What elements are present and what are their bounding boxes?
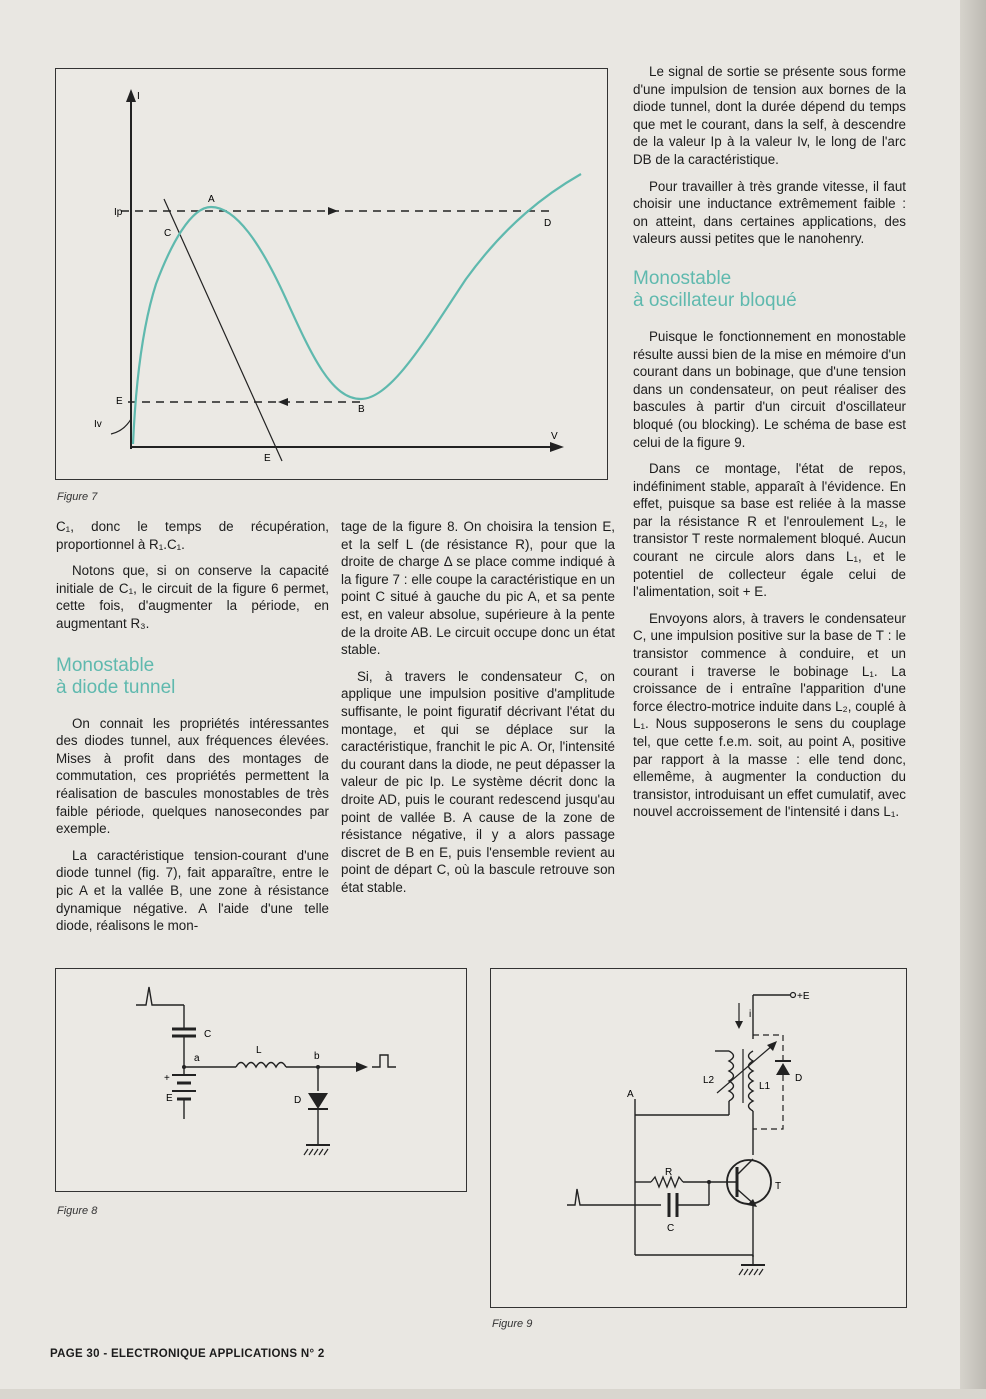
fig8-label-C: C (204, 1029, 212, 1040)
col2-paragraph-2: Si, à travers le condensateur C, on applique une impulsion positive d'amplitude suffisante, le point figuratif décrivant l'état du montage, et qui se déplace sur la caractéristique, franchit le pic A. Or, l'intensité du courant dans la diode, ne peut dépasser la valeur de pic Ip. Le système décrit donc la droite AD, puis le courant redescend jusqu'au point de vallée B. A cause de la zone de résistance négative, il y a alors passage discret de B en E, puis l'ensemble revient au point de départ C, où la bascule retrouve son état stable. (341, 668, 615, 895)
fig8-label-L: L (256, 1045, 262, 1056)
section-heading-tunnel (56, 655, 329, 699)
page-footer: PAGE 30 - ELECTRONIQUE APPLICATIONS N° 2 (50, 1348, 325, 1360)
heading-tunnel-line2: à diode tunnel (56, 676, 176, 698)
fig7-label-Ip: Ip (114, 207, 123, 218)
fig7-label-A: A (208, 194, 215, 205)
fig7-label-B: B (358, 404, 365, 415)
col3-paragraph-5: Envoyons alors, à travers le condensateur C, une impulsion positive sur la base de T : le transistor commence à conduire, et un courant i traverse le bobinage L₁. La croissance de i entraîne l'apparition d'une force électro-motrice induite dans L₂, couplé à L₁. Nous supposerons le sens du couplage tel, que cette f.e.m. soit, au point A, positive par rapport à la masse : elle tend donc, ellemême, à augmenter la conduction du transistor, introduisant un effet cumulatif, avec nouvel accroissement de l'intensité i dans L₁. (633, 610, 906, 820)
fig9-label-D: D (795, 1073, 803, 1084)
fig9-label-C: C (667, 1223, 675, 1234)
column-2 (341, 518, 615, 905)
fig7-label-Iv: Iv (94, 419, 102, 430)
fig9-label-L1: L1 (759, 1081, 771, 1092)
figure-9 (490, 968, 907, 1308)
fig9-label-i: i (749, 1009, 752, 1020)
heading-blocking-line2: à oscillateur bloqué (633, 289, 797, 311)
col3-paragraph-1: Le signal de sortie se présente sous forme d'une impulsion de tension aux bornes de la diode tunnel, dont la durée dépend du temps que met le courant, dans la self, à descendre de la valeur Ip à la valeur Iv, le long de l'arc DB de la caractéristique. (633, 64, 906, 167)
col3-paragraph-4: Dans ce montage, l'état de repos, indéfiniment stable, apparaît à l'évidence. En effet, puisque sa base est reliée à la masse par la résistance R et l'enroulement L₂, le transistor T reste normalement bloqué. Aucun courant ne circule alors dans L₁, et le potentiel de collecteur égale celui de l'alimentation, soit + E. (633, 461, 906, 600)
fig7-label-Eprime: E (264, 453, 271, 464)
fig8-label-D: D (294, 1095, 302, 1106)
fig8-label-a: a (194, 1053, 200, 1064)
figure-9-caption: Figure 9 (492, 1318, 533, 1330)
fig9-label-L2: L2 (703, 1075, 715, 1086)
col3-paragraph-2: Pour travailler à très grande vitesse, il faut choisir une inductance extrêmement faible : on atteint, dans certaines applications, des valeurs aussi petites que le nanohenry. (633, 178, 906, 247)
fig7-label-V: V (551, 431, 558, 442)
col1-paragraph-3: On connait les propriétés intéressantes des diodes tunnel, aux fréquences élevées. Mises à profit dans des montages de commutation, ces propriétés permettent la réalisation de bascules monostables de très faible période, quelques nanosecondes par exemple. (56, 715, 329, 837)
fig7-label-D: D (544, 218, 552, 229)
fig8-label-E: E (166, 1093, 173, 1104)
fig8-label-plus: + (164, 1073, 170, 1084)
col2-paragraph-1: tage de la figure 8. On choisira la tension E, et la self L (de résistance R), pour que la droite de charge Δ se place comme indiqué à la figure 7 : elle coupe la caractéristique en un point C situé à gauche du pic A, et sa pente est, en valeur absolue, supérieure à la pente de la droite AB. Le circuit occupe donc un état stable. (341, 519, 615, 658)
bottom-edge (0, 1389, 986, 1399)
col1-paragraph-4: La caractéristique tension-courant d'une diode tunnel (fig. 7), fait apparaître, entre le pic A et la vallée B, une zone à résistance dynamique négative. A l'aide d'une telle diode, réalisons le mon- (56, 847, 329, 934)
fig7-label-I: I (137, 91, 140, 102)
fig9-label-plusE: +E (797, 991, 810, 1002)
column-1 (56, 518, 329, 944)
column-3 (633, 63, 906, 830)
heading-tunnel-line1: Monostable (56, 654, 155, 676)
fig8-label-b: b (314, 1051, 320, 1062)
heading-blocking-line1: Monostable (633, 267, 732, 289)
fig7-label-C: C (164, 228, 172, 239)
figure-8 (55, 968, 467, 1192)
section-heading-blocking (633, 268, 906, 312)
fig9-label-T: T (775, 1181, 782, 1192)
fig9-label-A: A (627, 1089, 634, 1100)
figure-7 (55, 68, 608, 480)
figure-8-caption: Figure 8 (57, 1205, 98, 1217)
col1-paragraph-1: C₁, donc le temps de récupération, proportionnel à R₁.C₁. (56, 519, 329, 552)
col3-paragraph-3: Puisque le fonctionnement en monostable résulte aussi bien de la mise en mémoire d'un courant dans un bobinage, que d'une tension dans un condensateur, on peut réaliser des bascules à partir d'un circuit d'oscillateur bloqué (ou blocking). Le schéma de base est celui de la figure 9. (633, 328, 906, 450)
figure-7-caption: Figure 7 (57, 491, 98, 503)
fig9-label-R: R (665, 1167, 673, 1178)
col1-paragraph-2: Notons que, si on conserve la capacité initiale de C₁, le circuit de la figure 6 permet, cette fois, d'augmenter la période, en augmentant R₃. (56, 563, 329, 631)
page-edge (960, 0, 986, 1399)
fig7-label-E: E (116, 396, 123, 407)
